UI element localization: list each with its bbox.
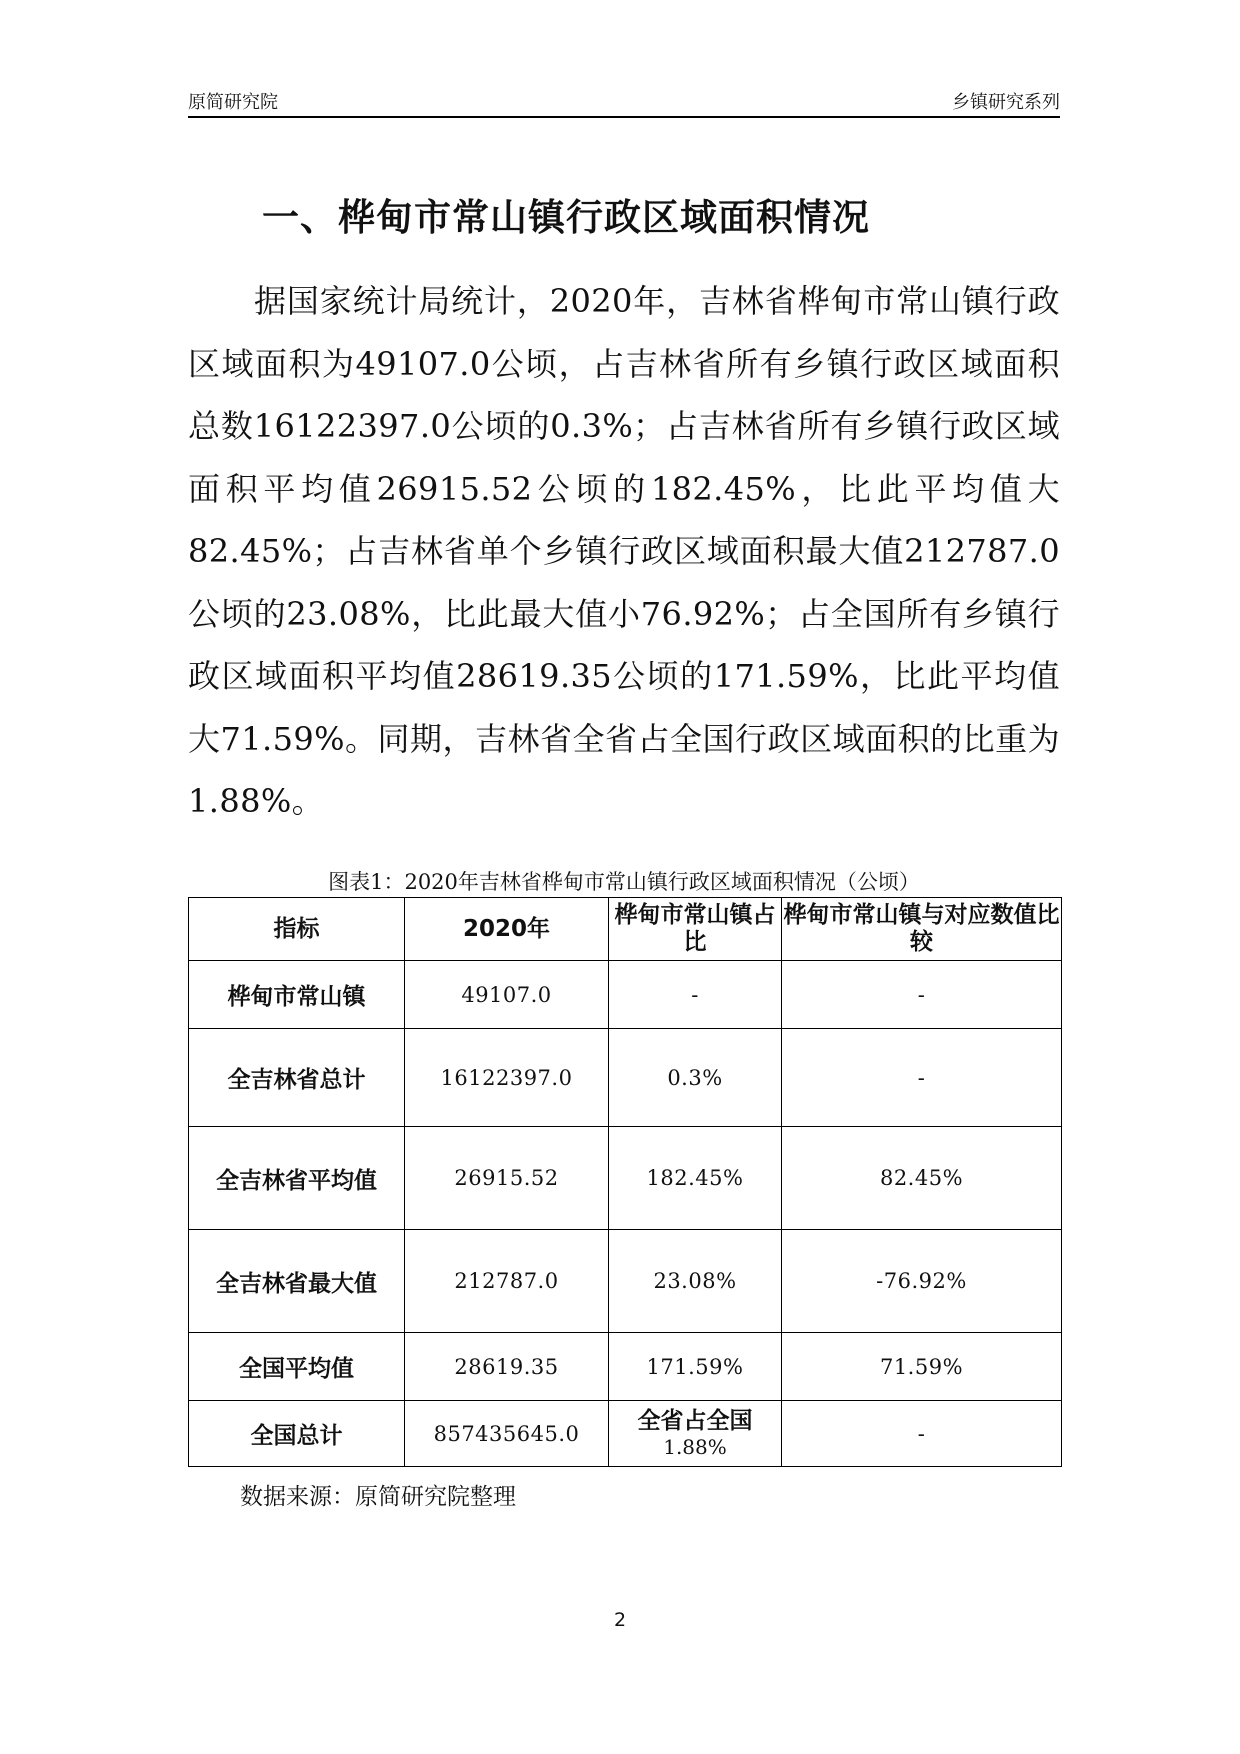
row-ratio: -	[609, 961, 782, 1029]
row-compare: -	[782, 1029, 1062, 1127]
row-ratio: 23.08%	[609, 1230, 782, 1333]
row-compare: 82.45%	[782, 1127, 1062, 1230]
row-value: 16122397.0	[405, 1029, 609, 1127]
body-paragraph: 据国家统计局统计，2020年，吉林省桦甸市常山镇行政区域面积为49107.0公顷，占吉林省所有乡镇行政区域面积总数16122397.0公顷的0.3%；占吉林省所有乡镇行政区域面积平均值26915.52公顷的182.45%，比此平均值大82.45%；占吉林省单个乡镇行政区域面积最大值212787.0公顷的23.08%，比此最大值小76.92%；占全国所有乡镇行政区域面积平均值28619.35公顷的171.59%，比此平均值大71.59%。同期，吉林省全省占全国行政区域面积的比重为1.88%。	[188, 282, 1060, 820]
table-row	[189, 1230, 1062, 1333]
row-ratio	[609, 1401, 782, 1467]
table-caption: 图表1：2020年吉林省桦甸市常山镇行政区域面积情况（公顷）	[328, 870, 920, 894]
row-value: 28619.35	[405, 1333, 609, 1401]
row-compare: -76.92%	[782, 1230, 1062, 1333]
area-table	[188, 897, 1062, 1467]
row-ratio: 0.3%	[609, 1029, 782, 1127]
header-series-name: 乡镇研究系列	[952, 92, 1060, 113]
table-row	[189, 1333, 1062, 1401]
data-source-note: 数据来源：原简研究院整理	[240, 1484, 516, 1510]
header-divider	[188, 116, 1060, 118]
header-org-name: 原简研究院	[188, 92, 278, 113]
row-label: 全吉林省最大值	[189, 1230, 405, 1333]
row-compare: -	[782, 961, 1062, 1029]
page-number: 2	[613, 1609, 627, 1631]
row-label: 全吉林省总计	[189, 1029, 405, 1127]
table-row	[189, 1127, 1062, 1230]
row-compare: -	[782, 1401, 1062, 1467]
row-ratio-label: 全省占全国	[637, 1407, 753, 1434]
row-ratio: 182.45%	[609, 1127, 782, 1230]
row-value: 212787.0	[405, 1230, 609, 1333]
row-label: 全吉林省平均值	[189, 1127, 405, 1230]
row-label: 桦甸市常山镇	[189, 961, 405, 1029]
row-label: 全国平均值	[189, 1333, 405, 1401]
table-row	[189, 1401, 1062, 1467]
row-value: 26915.52	[405, 1127, 609, 1230]
section-title: 一、桦甸市常山镇行政区域面积情况	[262, 196, 870, 239]
row-ratio: 171.59%	[609, 1333, 782, 1401]
table-header-row	[189, 898, 1062, 961]
header-indicator: 指标	[189, 898, 405, 961]
header-compare: 桦甸市常山镇与对应数值比较	[782, 898, 1062, 961]
row-label: 全国总计	[189, 1401, 405, 1467]
page-header	[188, 88, 1060, 118]
row-compare: 71.59%	[782, 1333, 1062, 1401]
row-value: 49107.0	[405, 961, 609, 1029]
row-ratio-value: 1.88%	[663, 1434, 727, 1459]
table-row	[189, 1029, 1062, 1127]
header-ratio: 桦甸市常山镇占比	[609, 898, 782, 961]
row-value: 857435645.0	[405, 1401, 609, 1467]
table-row	[189, 961, 1062, 1029]
header-year: 2020年	[405, 898, 609, 961]
